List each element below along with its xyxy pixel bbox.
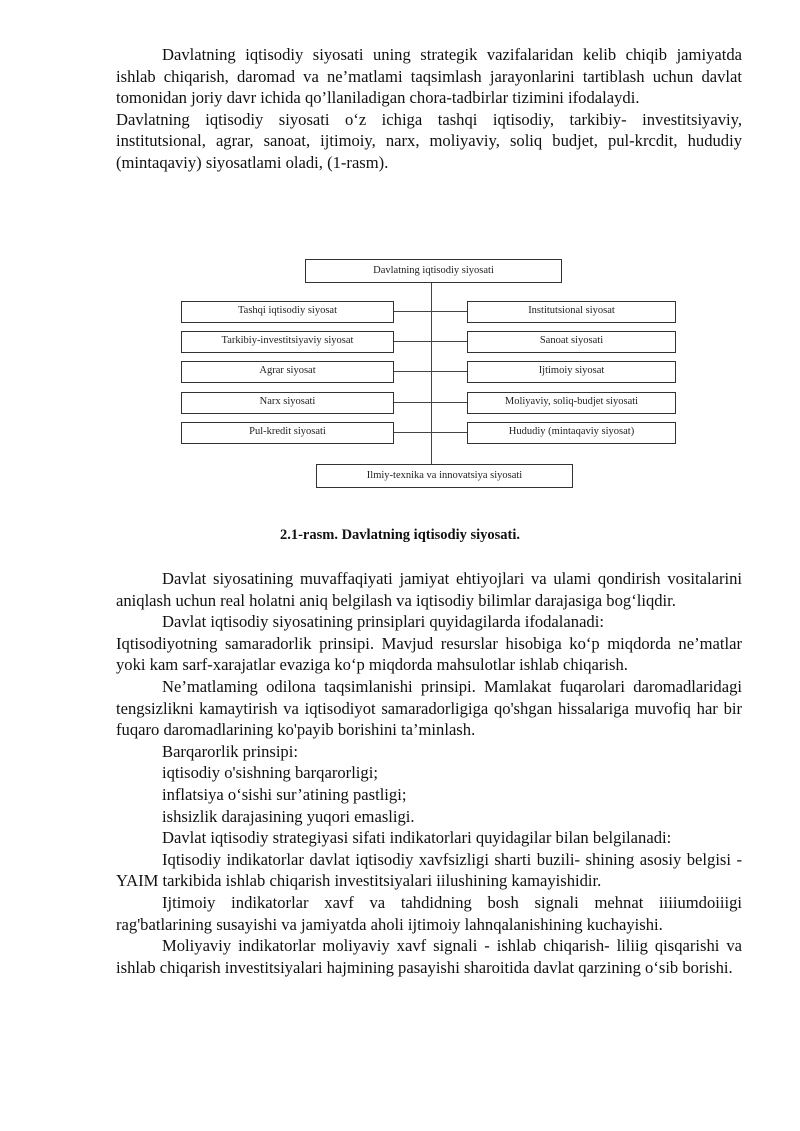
diagram-left-box: Tashqi iqtisodiy siyosat — [181, 301, 394, 323]
paragraph: Ne’matlaming odilona taqsimlanishi prinsipi. Mamlakat fuqarolari daromadlaridagi tengsizlikni kamaytirish va iqtisodiyot samaradorligiga qo'shgan hissalariga muvofiq har bir fuqaro daromadlarining ko'payib borishini ta’minlash. — [116, 676, 742, 740]
paragraph: Iqtisodiy indikatorlar davlat iqtisodiy xavfsizligi sharti buzili- shining asosiy belgisi - YAIM tarkibida ishlab chiqarish investitsiyalari iilushining kamayishidir. — [116, 849, 742, 891]
diagram-right-box: Institutsional siyosat — [467, 301, 676, 323]
paragraph: Davlat iqtisodiy strategiyasi sifati indikatorlari quyidagilar bilan belgilanadi: — [162, 828, 672, 848]
connector — [394, 402, 468, 403]
paragraph: Moliyaviy indikatorlar moliyaviy xavf signali - ishlab chiqarish- liliig qisqarishi va ishlab chiqarish investitsiyalari hajmining pasayishi sharoitida davlat qarzining o‘sib borishi. — [116, 936, 742, 977]
paragraph: Davlatning iqtisodiy siyosati uning strategik vazifalaridan kelib chiqib jamiyatda ishlab chiqarish, daromad va ne’matlami taqsimlash jarayonlarini tartiblash uchun davlat tomonidan joriy davr ichida qo’llaniladigan chora-tadbirlar tizimini ifodalaydi. — [116, 45, 742, 108]
connector — [394, 432, 468, 433]
paragraph: Davlatning iqtisodiy siyosati o‘z ichiga tashqi iqtisodiy, tarkibiy- investitsiyaviy, institutsional, agrar, sanoat, ijtimoiy, narx, moliyaviy, soliq budjet, pul-krcdit, hududiy (mintaqaviy) siyosatlami oladi, (1-rasm). — [116, 109, 742, 172]
diagram-right-box: Ijtimoiy siyosat — [467, 361, 676, 383]
connector — [394, 341, 468, 342]
diagram-top-box: Davlatning iqtisodiy siyosati — [305, 259, 562, 283]
paragraph: Davlat siyosatining muvaffaqiyati jamiyat ehtiyojlari va ulami qondirish vositalarini aniqlash uchun real holatni aniq belgilash va iqtisodiy bilimlar darajasiga bog‘liqdir. — [116, 569, 742, 610]
paragraph: Davlat iqtisodiy siyosatining prinsiplari quyidagilarda ifodalanadi: — [162, 612, 604, 632]
figure-caption: 2.1-rasm. Davlatning iqtisodiy siyosati. — [279, 527, 521, 543]
list-item: ishsizlik darajasining yuqori emasligi. — [162, 806, 415, 826]
list-item: iqtisodiy o'sishning barqarorligi; — [162, 763, 378, 783]
connector — [394, 311, 468, 312]
diagram-left-box: Pul-kredit siyosati — [181, 422, 394, 444]
connector — [394, 371, 468, 372]
diagram-bottom-box: Ilmiy-texnika va innovatsiya siyosati — [316, 464, 573, 488]
paragraph: Iqtisodiyotning samaradorlik prinsipi. Mavjud resurslar hisobiga ko‘p miqdorda ne’matlar yoki kam sarf-xarajatlar evaziga ko‘p miqdorda mahsulotlar ishlab chiqarish. — [116, 633, 742, 675]
diagram-left-box: Narx siyosati — [181, 392, 394, 414]
paragraph: Barqarorlik prinsipi: — [162, 741, 298, 761]
diagram-right-box: Hududiy (mintaqaviy siyosat) — [467, 422, 676, 444]
diagram-right-box: Moliyaviy, soliq-budjet siyosati — [467, 392, 676, 414]
diagram-left-box: Tarkibiy-investitsiyaviy siyosat — [181, 331, 394, 353]
paragraph: Ijtimoiy indikatorlar xavf va tahdidning bosh signali mehnat iiiiumdoiiigi rag'batlarining susayishi va jamiyatda aholi ijtimoiy lahnqalanishining kuchayishi. — [116, 892, 742, 934]
diagram-right-box: Sanoat siyosati — [467, 331, 676, 353]
diagram-left-box: Agrar siyosat — [181, 361, 394, 383]
bottom-text — [116, 568, 742, 978]
top-text — [116, 44, 742, 174]
list-item: inflatsiya o‘sishi sur’atining pastligi; — [162, 784, 407, 804]
